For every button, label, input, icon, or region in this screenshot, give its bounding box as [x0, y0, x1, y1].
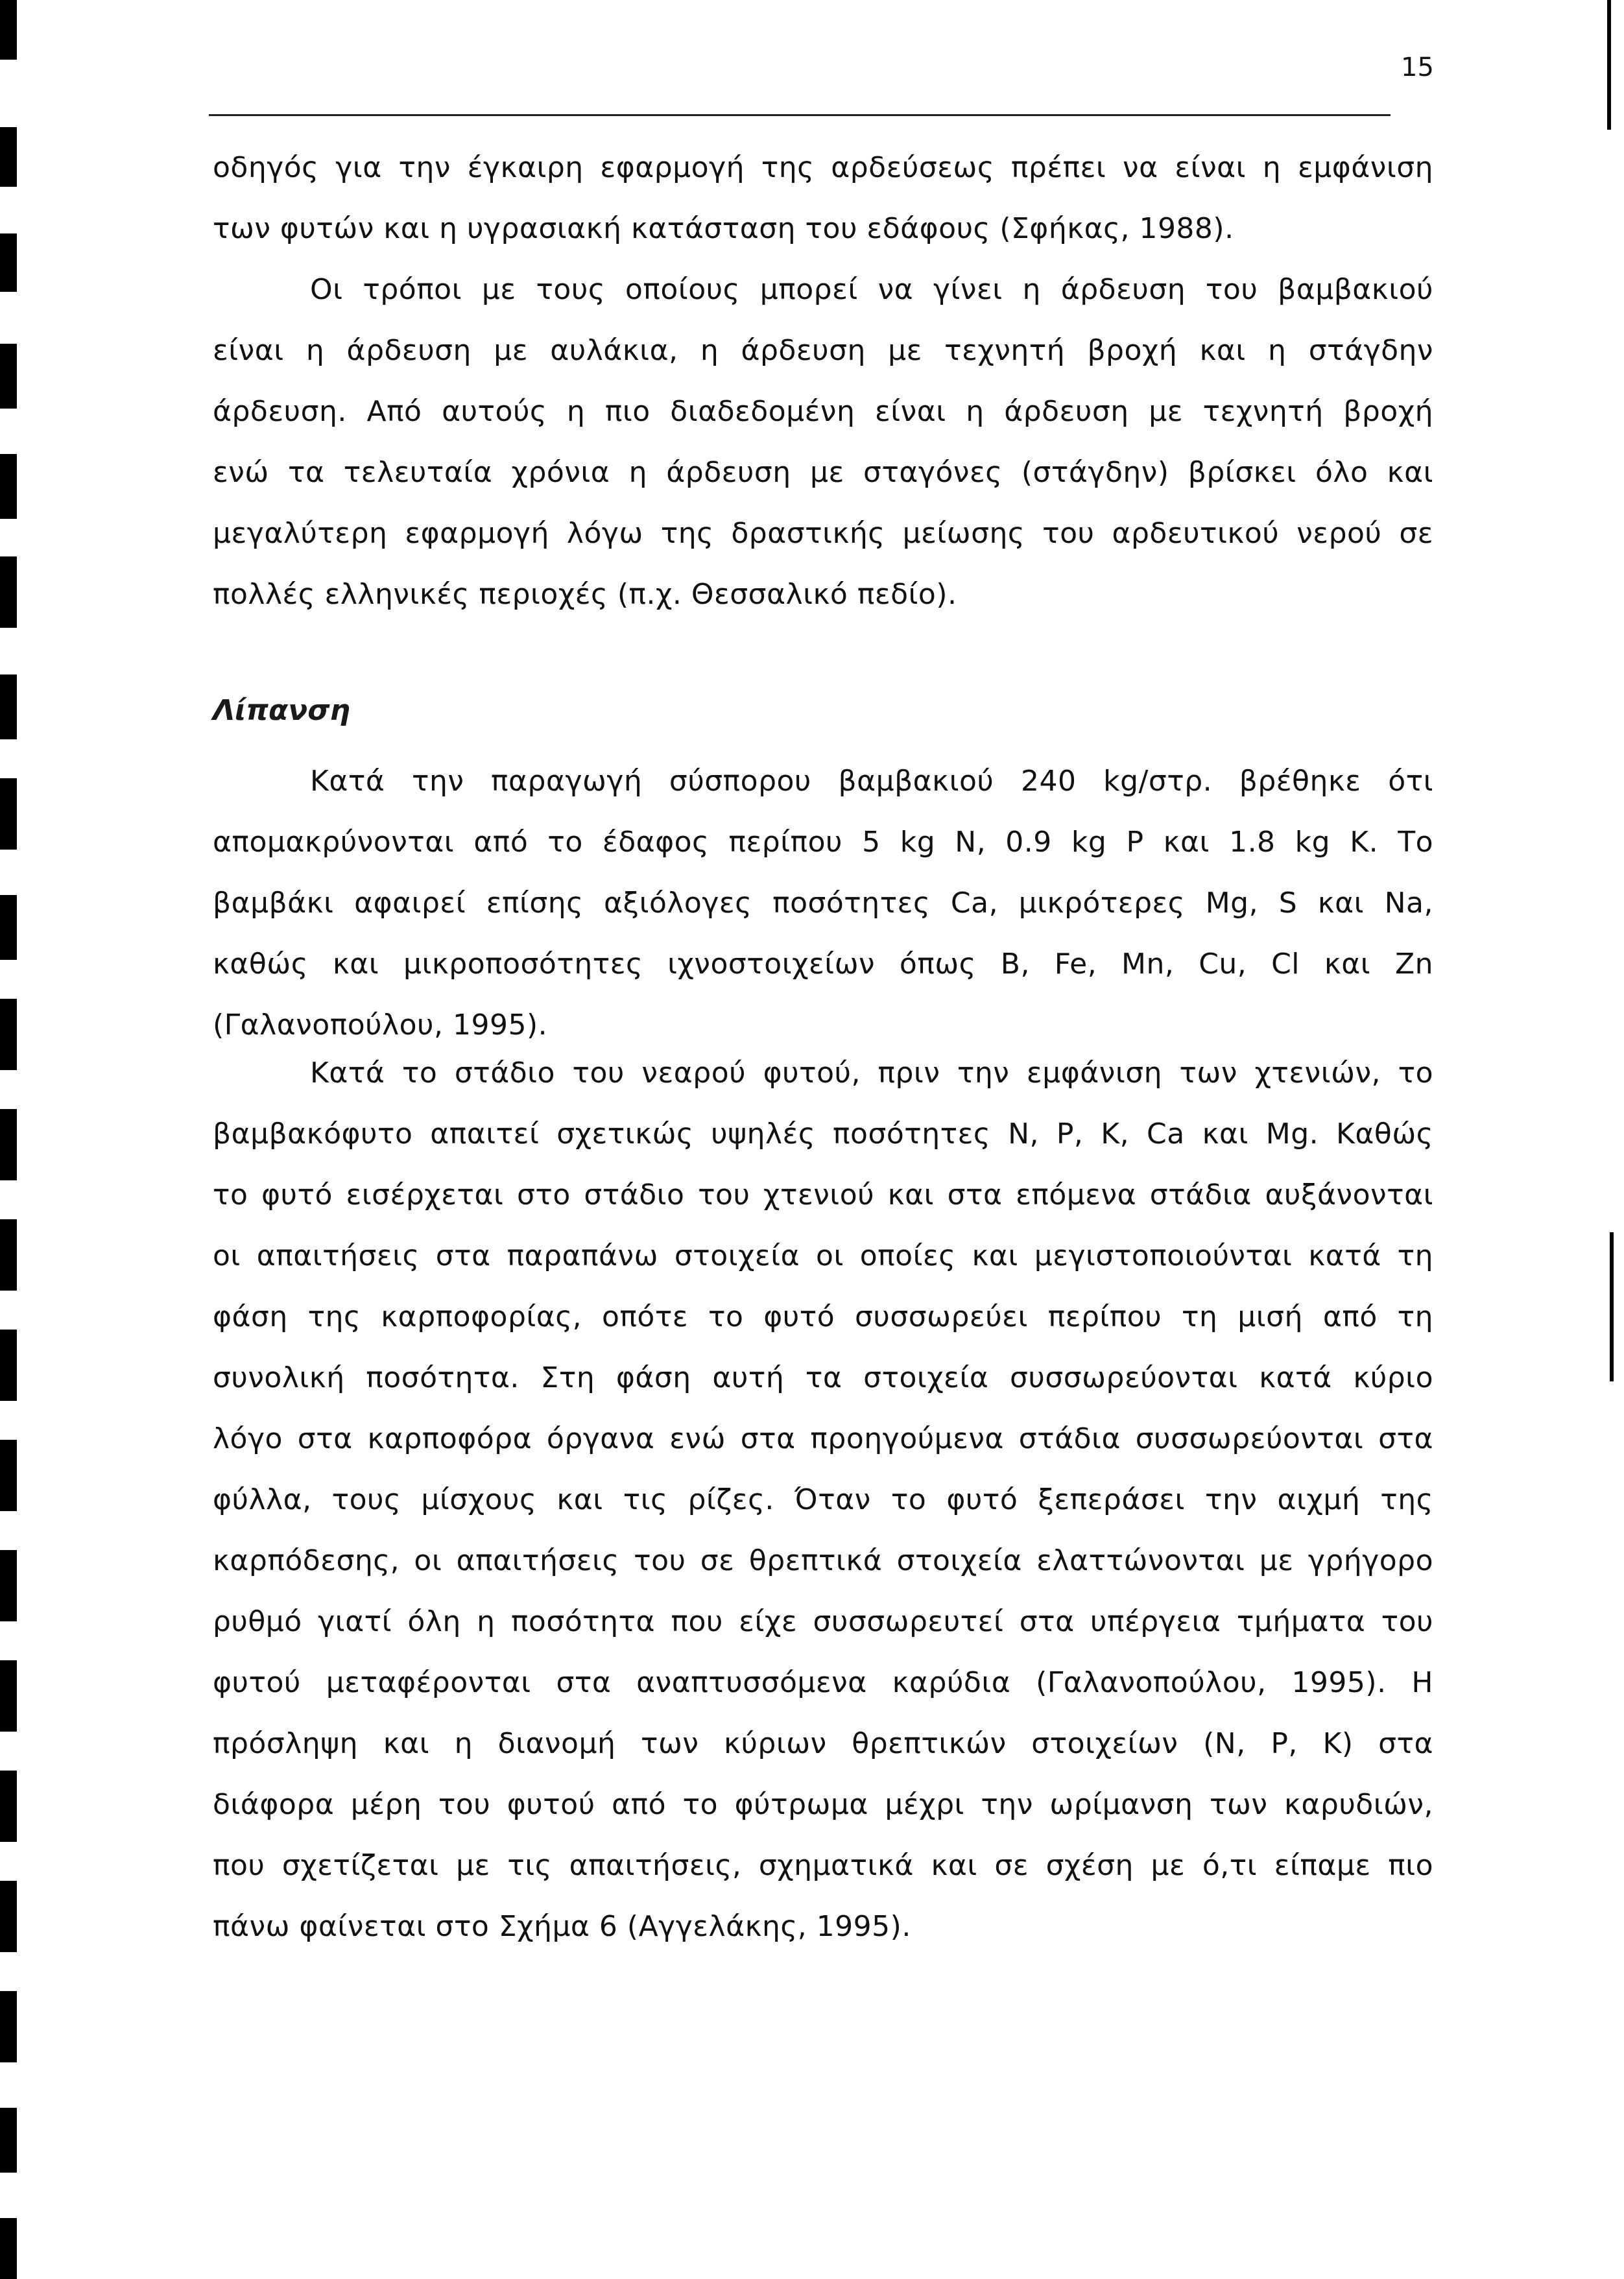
section-heading: Λίπανση — [213, 694, 350, 727]
binding-mark — [0, 674, 17, 739]
text-line: φάση της καρποφορίας, οπότε το φυτό συσσωρεύει περίπου τη μισή από τη — [213, 1300, 1433, 1333]
binding-mark — [0, 344, 17, 409]
text-line: ενώ τα τελευταία χρόνια η άρδευση με σταγόνες (στάγδην) βρίσκει όλο και — [213, 456, 1433, 489]
text-line: φύλλα, τους μίσχους και τις ρίζες. Όταν το φυτό ξεπεράσει την αιχμή της — [213, 1483, 1433, 1516]
binding-mark — [0, 1219, 17, 1291]
binding-mark — [0, 999, 17, 1070]
scan-edge-line — [1610, 1232, 1614, 1381]
text-line: (Γαλανοπούλου, 1995). — [213, 1008, 548, 1042]
text-line: μεγαλύτερη εφαρμογή λόγω της δραστικής μείωσης του αρδευτικού νερού σε — [213, 517, 1433, 550]
binding-mark — [0, 1991, 17, 2062]
text-line: είναι η άρδευση με αυλάκια, η άρδευση με τεχνητή βροχή και η στάγδην — [213, 334, 1433, 367]
binding-mark — [0, 127, 17, 187]
scan-edge-line — [1607, 0, 1611, 130]
text-line: οδηγός για την έγκαιρη εφαρμογή της αρδεύσεως πρέπει να είναι η εμφάνιση — [213, 151, 1433, 184]
text-line: συνολική ποσότητα. Στη φάση αυτή τα στοιχεία συσσωρεύονται κατά κύριο — [213, 1361, 1433, 1394]
binding-mark — [0, 2218, 17, 2279]
text-line: βαμβάκι αφαιρεί επίσης αξιόλογες ποσότητες Ca, μικρότερες Mg, S και Na, — [213, 887, 1433, 920]
text-line: ρυθμό γιατί όλη η ποσότητα που είχε συσσωρευτεί στα υπέργεια τμήματα του — [213, 1605, 1433, 1638]
header-rule — [209, 114, 1391, 116]
text-line: πρόσληψη και η διανομή των κύριων θρεπτικών στοιχείων (N, P, K) στα — [213, 1727, 1433, 1760]
paragraph-irrigation-timing — [213, 137, 1433, 259]
text-line: το φυτό εισέρχεται στο στάδιο του χτενιού και στα επόμενα στάδια αυξάνονται — [213, 1178, 1433, 1211]
text-line: άρδευση. Από αυτούς η πιο διαδεδομένη είναι η άρδευση με τεχνητή βροχή — [213, 395, 1433, 428]
text-line: των φυτών και η υγρασιακή κατάσταση του εδάφους (Σφήκας, 1988). — [213, 212, 1234, 245]
binding-mark — [0, 895, 17, 960]
text-line: Οι τρόποι με τους οποίους μπορεί να γίνει η άρδευση του βαμβακιού — [310, 273, 1433, 306]
binding-mark — [0, 1109, 17, 1180]
text-line: διάφορα μέρη του φυτού από το φύτρωμα μέχρι την ωρίμανση των καρυδιών, — [213, 1788, 1433, 1821]
binding-mark — [0, 778, 17, 850]
paragraph-irrigation-methods — [213, 259, 1433, 625]
text-line: πολλές ελληνικές περιοχές (π.χ. Θεσσαλικό πεδίο). — [213, 578, 957, 611]
text-line: που σχετίζεται με τις απαιτήσεις, σχηματικά και σε σχέση με ό,τι είπαμε πιο — [213, 1849, 1433, 1882]
binding-mark — [0, 1881, 17, 1952]
binding-mark — [0, 1330, 17, 1401]
binding-mark — [0, 0, 17, 60]
text-line: Κατά την παραγωγή σύσπορου βαμβακιού 240 kg/στρ. βρέθηκε ότι — [310, 765, 1433, 798]
paragraph-nutrient-removal — [213, 751, 1433, 1056]
binding-mark — [0, 556, 17, 628]
binding-mark — [0, 1660, 17, 1732]
text-line: φυτού μεταφέρονται στα αναπτυσσόμενα καρύδια (Γαλανοπούλου, 1995). Η — [213, 1666, 1433, 1699]
text-line: βαμβακόφυτο απαιτεί σχετικώς υψηλές ποσότητες N, P, K, Ca και Mg. Καθώς — [213, 1117, 1433, 1151]
binding-mark — [0, 2108, 17, 2173]
text-line: Κατά το στάδιο του νεαρού φυτού, πριν την εμφάνιση των χτενιών, το — [310, 1056, 1433, 1090]
binding-mark — [0, 454, 17, 519]
paragraph-nutrient-stages — [213, 1043, 1433, 1957]
text-line: καθώς και μικροποσότητες ιχνοστοιχείων όπως B, Fe, Mn, Cu, Cl και Zn — [213, 948, 1433, 981]
page-number: 15 — [1401, 53, 1434, 82]
text-line: απομακρύνονται από το έδαφος περίπου 5 kg N, 0.9 kg P και 1.8 kg K. Το — [213, 826, 1433, 859]
binding-mark — [0, 1550, 17, 1621]
binding-mark — [0, 1440, 17, 1511]
text-line: οι απαιτήσεις στα παραπάνω στοιχεία οι οποίες και μεγιστοποιούνται κατά τη — [213, 1239, 1433, 1272]
text-line: λόγο στα καρποφόρα όργανα ενώ στα προηγούμενα στάδια συσσωρεύονται στα — [213, 1422, 1433, 1455]
binding-mark — [0, 233, 17, 292]
binding-mark — [0, 1771, 17, 1842]
text-line: πάνω φαίνεται στο Σχήμα 6 (Αγγελάκης, 1995). — [213, 1910, 911, 1943]
text-line: καρπόδεσης, οι απαιτήσεις του σε θρεπτικά στοιχεία ελαττώνονται με γρήγορο — [213, 1544, 1433, 1577]
